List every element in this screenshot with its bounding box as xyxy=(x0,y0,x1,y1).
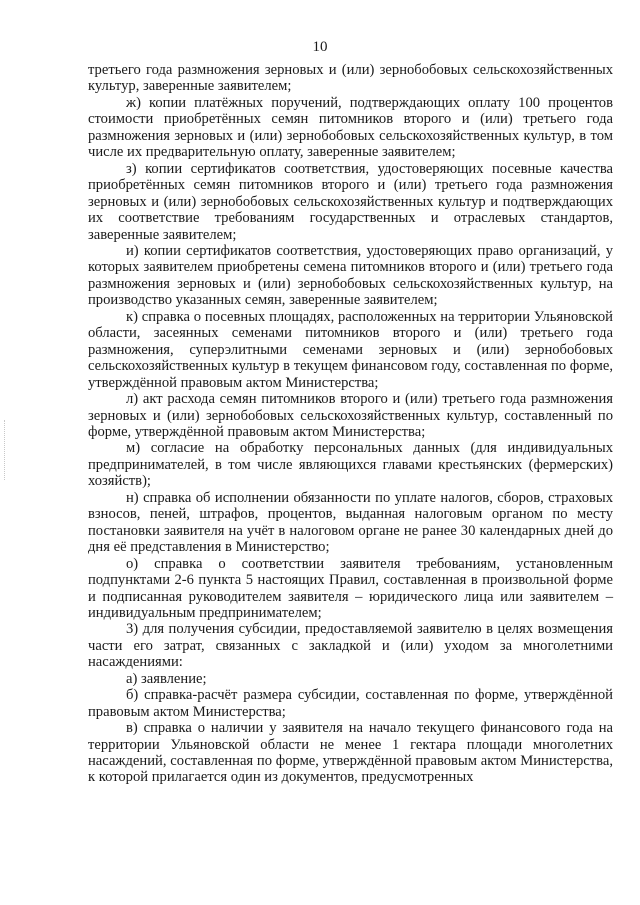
page-number: 10 xyxy=(312,39,328,55)
paragraph-item-3: 3) для получения субсидии, предоставляемой заявителю в целях возмещения части его затрат, связанных с закладкой и (или) уходом за многолетними насаждениями: xyxy=(88,621,613,671)
paragraph-item-v: в) справка о наличии у заявителя на начало текущего финансового года на территории Ульяновской области не менее 1 гектара площади многолетних насаждений, составленная по форме, утверждённой правовым актом Министерства, к которой прилагается один из документов, предусмотренных xyxy=(88,720,613,786)
scan-margin-artifact xyxy=(4,420,7,480)
paragraph-item-k: к) справка о посевных площадях, расположенных на территории Ульяновской области, засеянных семенами питомников второго и (или) третьего года размножения, суперэлитными семенами зерновых и (или) зернобобовых сельскохозяйственных культур в текущем финансовом году, составленная по форме, утверждённой правовым актом Министерства; xyxy=(88,308,613,391)
paragraph-item-l: л) акт расхода семян питомников второго и (или) третьего года размножения зерновых и (или) зернобобовых сельскохозяйственных культур, составленный по форме, утверждённой правовым актом Министерства; xyxy=(88,391,613,440)
paragraph-item-zh: ж) копии платёжных поручений, подтверждающих оплату 100 процентов стоимости приобретённых семян питомников второго и (или) третьего года размножения зерновых и (или) зернобобовых сельскохозяйственных культур, в том числе их предварительную оплату, заверенные заявителем; xyxy=(88,94,613,161)
paragraph-item-m: м) согласие на обработку персональных данных (для индивидуальных предпринимателей, в том числе являющихся главами крестьянских (фермерских) хозяйств); xyxy=(88,440,613,490)
paragraph-item-a: а) заявление; xyxy=(126,670,207,687)
paragraph-continuation: третьего года размножения зерновых и (или) зернобобовых сельскохозяйственных культур, заверенные заявителем; xyxy=(88,62,613,95)
paragraph-item-z: з) копии сертификатов соответствия, удостоверяющих посевные качества приобретённых семян питомников второго и (или) третьего года размножения зерновых и (или) зернобобовых сельскохозяйственных культур и подтверждающих их соответствие требованиям государственных и отраслевых стандартов, заверенные заявителем; xyxy=(88,160,613,243)
paragraph-item-n: н) справка об исполнении обязанности по уплате налогов, сборов, страховых взносов, пеней, штрафов, процентов, выданная налоговым органом по месту постановки заявителя на учёт в налоговом органе не ранее 30 календарных дней до дня её представления в Министерство; xyxy=(88,489,613,556)
document-body xyxy=(88,62,613,786)
paragraph-item-b: б) справка-расчёт размера субсидии, составленная по форме, утверждённой правовым актом Министерства; xyxy=(88,687,613,720)
paragraph-item-i: и) копии сертификатов соответствия, удостоверяющих право организаций, у которых заявителем приобретены семена питомников второго и (или) третьего года размножения зерновых и (или) зернобобовых сельскохозяйственных культур, на производство указанных семян, заверенные заявителем; xyxy=(88,242,613,309)
paragraph-item-o: о) справка о соответствии заявителя требованиям, установленным подпунктами 2-6 пункта 5 настоящих Правил, составленная в произвольной форме и подписанная руководителем заявителя – юридического лица или заявителем – индивидуальным предпринимателем; xyxy=(88,555,613,621)
